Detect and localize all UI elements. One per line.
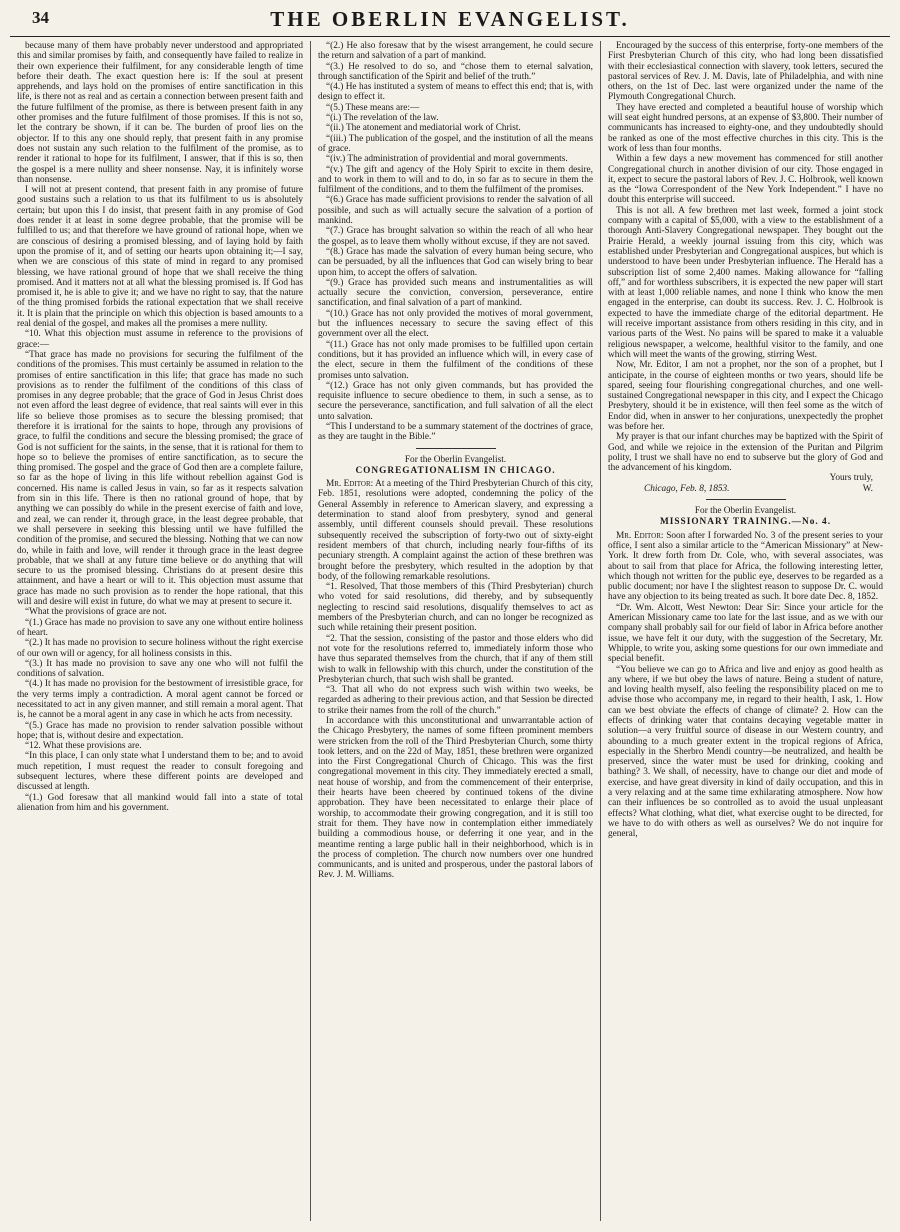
paragraph: [318, 82, 593, 103]
dateline-text: Chicago, Feb. 8, 1853.: [644, 483, 730, 494]
paragraph: [318, 154, 593, 164]
paragraph-text: Within a few days a new movement has commenced for still another Congregational church in another division of our city. Those engaged in it, expect to secure the pastoral labors of Rev. J. C. Holbrook, well known as the “Iowa Correspondent of the New York Independent.” I have no doubt this enterprise will succeed.: [608, 154, 883, 206]
divider-rule-2: [706, 499, 786, 500]
paragraph: [608, 531, 883, 603]
paragraph: [17, 350, 303, 607]
paragraph-text: “What the provisions of grace are not.: [25, 607, 167, 618]
paragraph: [318, 195, 593, 226]
paragraph-text: “You believe we can go to Africa and live and enjoy as good health as any where, if we but obey the laws of nature. Being a student of nature, and loving health myself, also feeling the responsibility placed on me to advise those who accompany me, in regard to their health, I ask, 1. How can we best obviate the effects of change of climate? 2. How can the effects of drinking water that contains decaying vegetable matter in solution—a very fruitful source of disease in our Western country, and abounding to a much greater extent in the tropical regions of Africa, especially in the Sherbro Mendi country—be neutralized, and health be preserved, since the water must be used for drinking, cooking and bathing? 3. We shall, of necessity, have to change our diet and mode of exercise, and have great diversity in kind of daily occupation, and this in a very relaxing and at the same time exhilarating atmosphere. Now how can their influences be so controlled as to avoid the usual unpleasant effects? What clothing, what diet, what exercise ought to be directed, for we have to do with others as well as ourselves? We do not inquire for general,: [608, 664, 883, 840]
column-3: [600, 41, 890, 1221]
paragraph-text: “3. That all who do not express such wish within two weeks, be regarded as adhering to their previous action, and that Session be directed to strike their names from the roll of the church.”: [318, 685, 593, 716]
paragraph-text: “(6.) Grace has made sufficient provisions to render the salvation of all possible, and such as will actually secure the salvation of a portion of mankind.: [318, 195, 593, 227]
paragraph-text: “(i.) The revelation of the law.: [326, 113, 439, 124]
paragraph-text: “(12.) Grace has not only given commands, but has provided the requisite influence to secure obedience to them, in such a sense, as to secure the perseverance, sanctification, and full salvation of all the elect unto salvation.: [318, 380, 593, 422]
columns: [10, 41, 890, 1221]
divider-rule: [416, 448, 496, 449]
running-title: THE OBERLIN EVANGELIST.: [270, 7, 630, 31]
paragraph: [318, 103, 593, 113]
paragraph: [608, 432, 883, 473]
paragraph-text: This is not all. A few brethren met last week, formed a joint stock company with a capital of $5,000, with a view to the establishment of a thorough Anti-Slavery Congregational newspaper. They bought out the Prairie Herald, a weekly journal issuing from this city, which was established under Presbyterian and Congregational auspices, but which is understood to have been under Presbyterian influence. The Herald has a subscription list of some 2,400 names. Making allowance for “falling off,” and for worthless subscribers, it is expected the new paper will start with at least 1,000 reliable names, and none I think who know the men engaged in the enterprise, can doubt its success. Rev. J. C. Holbrook is expected to have the immediate charge of the editorial department. He will receive important assistance from others residing in this city, and in various parts of the West. No pains will be spared to make it a valuable religious newspaper, a welcome, healthful visitor to the family, and one which will meet the wants of the growing, stirring West.: [608, 205, 883, 360]
paragraph-text: I will not at present contend, that present faith in any promise of future good sustains such a relation to us that its fulfilment to us is absolutely certain; but upon this I do insist, that present faith in any promise of God does render it at least in some degree probable, that the promise will be fulfilled to us; and that therefore we have ground of rational hope, when we are conscious of desiring a promised blessing, and of laying hold by faith upon the promise of it, and of setting our hearts upon obtaining it;—I say, when we are conscious of this state of mind in regard to any promised blessing, we have rational ground of hope that we shall receive the thing promised. And it matters not at all what the blessing promised is. If God has promised it, he is able to give it; and we have no right to say, that the nature of the thing promised forbids the rational expectation that we shall receive it. It is plain that the principle on which this objection is based amounts to a real denial of the gospel, and makes all the promises a mere nullity.: [17, 185, 303, 330]
paragraph-text: They have erected and completed a beautiful house of worship which will seat eight hundred persons, at an expense of $3,800. Their number of communicants has increased to eighty-one, and they undoubtedly should be ranked as one of the most effective churches in this city. This is the work of less than four months.: [608, 102, 883, 154]
paragraph-text: “(5.) Grace has made no provision to render salvation possible without hope; that is, without desire and expectation.: [17, 720, 303, 741]
paragraph: [17, 607, 303, 617]
paragraph: [318, 247, 593, 278]
paragraph-text: “(10.) Grace has not only provided the motives of moral government, but the influences necessary to secure the saving effect of this government over all the elect.: [318, 308, 593, 340]
paragraph-text: “Dr. Wm. Alcott, West Newton: Dear Sir: Since your article for the American Missionary came too late for the last issue, and as we with our company shall probably sail for our field of labor in Africa before another issue, we have felt it our duty, with the suggestion of the Secretary, Mr. Whipple, to write you, asking some questions for our own immediate and special benefit.: [608, 602, 883, 665]
salutation: Mr. Editor:: [326, 479, 374, 490]
congregationalism-article: [318, 479, 593, 881]
paragraph-text: “(iv.) The administration of providential and moral governments.: [326, 154, 568, 165]
paragraph: [318, 62, 593, 83]
paragraph-text: because many of them have probably never understood and appropriated this and similar promises by faith, and consequently have failed to realize in their own experience their fulfilment, for any considerable length of time before their death. The exact question here is: If the soul at present apprehends, and lays hold on the promises of entire sanctification in this life, is there not as real and as certain a connection between present faith and the future fulfilment of the promise, as there is between present faith in any other promises and the future fulfilment of those promises. If this is not so, let the contrary be shown, if it can be. The burden of proof lies on the objector. If to this any one should reply, that present faith in any promise does not sustain any such relation to the fulfilment of the promise, as to render it rational to hope for its fulfilment, I answer, that if this is so, then the gospel is a mere nullity and sheer nonsense. Nay, it is infinitely worse than nonsense.: [17, 41, 303, 185]
paragraph-text: “(v.) The gift and agency of the Holy Spirit to excite in them desire, and to work in them to will and to do, in so far as to secure in them the fulfilment of the conditions, and to them the fulfilment of the promises.: [318, 164, 593, 196]
paragraph: [318, 634, 593, 685]
dateline: [608, 484, 883, 494]
paragraph: [17, 329, 303, 350]
paragraph: [17, 741, 303, 751]
paragraph-text: “(3.) He resolved to do so, and “chose them to eternal salvation, through sanctification of the Spirit and belief of the truth.”: [318, 61, 593, 82]
paragraph-text: “(9.) Grace has provided such means and instrumentalities as will actually secure the conviction, conversion, perseverance, entire sanctification, and final salvation of a part of mankind.: [318, 277, 593, 309]
paragraph-text: At a meeting of the Third Presbyterian Church of this city, Feb. 1851, resolutions were adopted, condemning the policy of the General Assembly in reference to American slavery, and expressing a determination to stand aloof from presbytery, synod and general assembly, until different counsels should prevail. These resolutions subsequently received the subscription of forty-two out of sixty-eight resident members of that church, including nearly four-fifths of its pecuniary strength. A complaint against the action of these brethren was brought before the presbytery, which resulted in the adoption by that body, of the following remarkable resolutions.: [318, 479, 594, 582]
article-heading: CONGREGATIONALISM IN CHICAGO.: [355, 465, 556, 476]
paragraph: [318, 381, 593, 422]
paragraph-text: Soon after I forwarded No. 3 of the present series to your office, I sent also a similar article to the “American Missionary” at New-York. It drew forth from Dr. Cole, who, with several associates, was about to sail from that place for Africa, the following interesting letter, which though not written for the public eye, deserves to be regarded as a public document; nor have I the slightest reason to suppose Dr. C. would have any objection to its being treated as such. It bore date Dec. 8, 1852.: [608, 530, 884, 603]
paragraph: [318, 226, 593, 247]
paragraph: [608, 360, 883, 432]
masthead: [10, 4, 890, 37]
paragraph: [318, 278, 593, 309]
article-byline: For the Oberlin Evangelist.: [404, 454, 507, 465]
paragraph: [17, 41, 303, 185]
paragraph: [17, 793, 303, 814]
paragraph: [608, 154, 883, 205]
paragraph: [608, 103, 883, 154]
paragraph-text: “(4.) It has made no provision for the bestowment of irresistible grace, for the very terms imply a contradiction. A moral agent cannot be forced or necessitated to act in any given manner, and still remain a moral agent. That is, he cannot be a moral agent in any case in which he acts from necessity.: [17, 679, 303, 721]
paragraph: [318, 123, 593, 133]
paragraph-text: “(1.) God foresaw that all mankind would fall into a state of total alienation from him and his government.: [17, 792, 303, 813]
paragraph-text: “(2.) It has made no provision to secure holiness without the right exercise of our own will or agency, for all holiness consists in this.: [17, 638, 303, 659]
paragraph-text: “(3.) It has made no provision to save any one who will not fulfil the conditions of salvation.: [17, 658, 303, 680]
paragraph: [17, 659, 303, 680]
paragraph-text: “10. What this objection must assume in reference to the provisions of grace:—: [17, 329, 303, 350]
paragraph: [318, 479, 593, 582]
paragraph: [608, 206, 883, 360]
paragraph: [17, 751, 303, 792]
paragraph: [608, 665, 883, 840]
signature: W.: [862, 483, 873, 494]
paragraph-text: “(11.) Grace has not only made promises to be fulfilled upon certain conditions, but it has provided an influence which will, in every case of the elect, secure in them the fulfilment of the conditions of these promises unto salvation.: [318, 339, 593, 381]
paragraph-text: “1. Resolved, That those members of this (Third Presbyterian) church who voted for said resolutions, did thereby, and by subsequently neglecting to rescind said resolutions, disqualify themselves to act as members of the Presbyterian church, and can no longer be recognized as such while retaining their present position.: [318, 582, 593, 634]
paragraph: [17, 618, 303, 639]
paragraph-text: “(7.) Grace has brought salvation so within the reach of all who hear the gospel, as to leave them wholly without excuse, if they are not saved.: [318, 226, 593, 247]
congregationalism-article-continued: [608, 41, 883, 473]
closing: Yours truly,: [829, 473, 873, 484]
column-1: [10, 41, 310, 1221]
article2-heading: MISSIONARY TRAINING.—No. 4.: [659, 517, 832, 528]
paragraph-text: “2. That the session, consisting of the pastor and those elders who did not vote for the resolutions referred to, immediately inform those who have thus separated themselves from the church, that if any of them still wish to walk in fellowship with this church, under the constitution of the Presbyterian church, that such wish shall be granted.: [318, 633, 593, 685]
article2-byline: For the Oberlin Evangelist.: [694, 506, 797, 517]
paragraph: [17, 638, 303, 659]
paragraph-text: “(8.) Grace has made the salvation of every human being secure, who can be persuaded, by all the influences that God can wisely bring to bear upon him, to accept the offers of salvation.: [318, 246, 593, 278]
paragraph: [17, 721, 303, 742]
paragraph: [17, 185, 303, 329]
paragraph-text: “(4.) He has instituted a system of means to effect this end; that is, with design to effect it.: [318, 82, 593, 103]
paragraph: [318, 716, 593, 881]
paragraph: [608, 603, 883, 665]
paragraph-text: Now, Mr. Editor, I am not a prophet, nor the son of a prophet, but I anticipate, in the course of eighteen months or two years, should life be spared, seeing four flourishing congregational churches, and one well-sustained Congregational newspaper in this city, and I expect the Chicago Presbytery, should it be in existence, will then feel some as the witch of Endor did, when in answer to her conjurations, unexpectedly the prophet was before her.: [608, 360, 883, 432]
paragraph: [318, 582, 593, 633]
salutation: Mr. Editor:: [616, 530, 664, 541]
paragraph-text: “(iii.) The publication of the gospel, and the institution of all the means of grace.: [318, 133, 593, 154]
paragraph: [318, 165, 593, 196]
paragraph-text: My prayer is that our infant churches may be baptized with the Spirit of God, and while we rejoice in the extension of the Puritan and Pilgrim polity, I trust we shall have no end to subserve but the glory of God and the advancement of his kingdom.: [608, 432, 883, 474]
paragraph: [608, 41, 883, 103]
paragraph-text: In accordance with this unconstitutional and unwarrantable action of the Chicago Presbytery, the names of some fifteen prominent members were stricken from the roll of the Third Presbyterian Church, some thirty took letters, and on the 22d of May, 1851, these brethren were organized into the First Congregational Church of Chicago. This was the first congregational movement in this city. They immediately erected a small, neat house of worship, and from the commencement of their enterprise, their hearts have been cheered by continued tokens of the divine approbation. They have been necessitated to enlarge their place of worship, to accommodate their growing congregation, and it is still too strait for them. They have now in contemplation either immediately building a commodious house, or deferring it one year, and in the meantime renting a large public hall in their neighborhood, which is in the process of completion. The church now numbers over one hundred communicants, and is united and prosperous, under the pastoral labors of Rev. J. M. Williams.: [318, 716, 593, 881]
argument-continued: [318, 41, 593, 443]
paragraph: [17, 679, 303, 720]
paragraph: [318, 134, 593, 155]
missionary-training-article: [608, 531, 883, 840]
paragraph-text: “This I understand to be a summary statement of the doctrines of grace, as they are taught in the Bible.”: [318, 421, 593, 443]
paragraph: [318, 422, 593, 443]
column-2: [310, 41, 600, 1221]
paragraph: [318, 309, 593, 340]
paragraph-text: “(2.) He also foresaw that by the wisest arrangement, he could secure the return and salvation of a part of mankind.: [318, 41, 593, 62]
paragraph: [318, 685, 593, 716]
paragraph: [318, 113, 593, 123]
page-number: 34: [32, 8, 49, 27]
paragraph-text: “(5.) These means are:—: [326, 102, 420, 113]
paragraph: [318, 41, 593, 62]
paragraph-text: “12. What these provisions are.: [25, 741, 142, 752]
paragraph-text: “In this place, I can only state what I understand them to be; and to avoid much repetition, I must request the reader to consult foregoing and subsequent lectures, where these different points are developed and discussed at length.: [17, 751, 303, 793]
paragraph-text: Encouraged by the success of this enterprise, forty-one members of the First Presbyterian Church of this city, who had long been dissatisfied with their ecclesiastical connection with slavery, took letters, secured the pastoral services of Rev. J. M. Davis, late of Philadelphia, and with nine others, on the 1st of Dec. last were organized under the name of the Plymouth Congregational Church.: [608, 41, 883, 103]
paragraph-text: “(ii.) The atonement and mediatorial work of Christ.: [326, 123, 521, 134]
paragraph: [318, 340, 593, 381]
paragraph-text: “(1.) Grace has made no provision to save any one without entire holiness of heart.: [17, 617, 303, 638]
paragraph-text: “That grace has made no provisions for securing the fulfilment of the conditions of the promises. This must certainly be assumed in relation to the promises of entire sanctification in this life; that grace has made no such provisions as to render the fulfilment of the conditions of this class of promises in any degree probable; that the grace of God in Jesus Christ does not even afford the least degree of evidence, that real saints will ever in this life so believe those promises as to secure the blessing promised; that therefore it is irrational for the saints to hope, through any provisions of grace, to fulfil the conditions and secure the blessing promised; the grace of God is not sufficient for the saints, in the sense, that it is rational for them to hope so to believe the promises of entire sanctification, as to secure the thing promised. The gospel and the grace of God then are a complete failure, so far as the hope of living in this life without rebellion against God is concerned. His name is called Jesus in vain, so far as it respects salvation from sin in this life. There is then no rational ground of hope, that by anything we can possibly do while in the present exercise of faith and love, and zeal, we can render it, through grace, in the least degree probable, that we shall persevere in seeking this blessing until we have fulfilled the condition of the promise, and secured the blessing. Nothing that we can now do, while in faith and love, will render it through grace in the least degree probable, that we shall at any future time believe or do anything that will secure to us the promised blessing. Christians do at present desire this attainment, and have a heart or will to it. This objection must assume that grace has made no such provision as to render the hope rational, that this will and desire will exist in future, do what we may at present to secure it.: [17, 349, 303, 608]
